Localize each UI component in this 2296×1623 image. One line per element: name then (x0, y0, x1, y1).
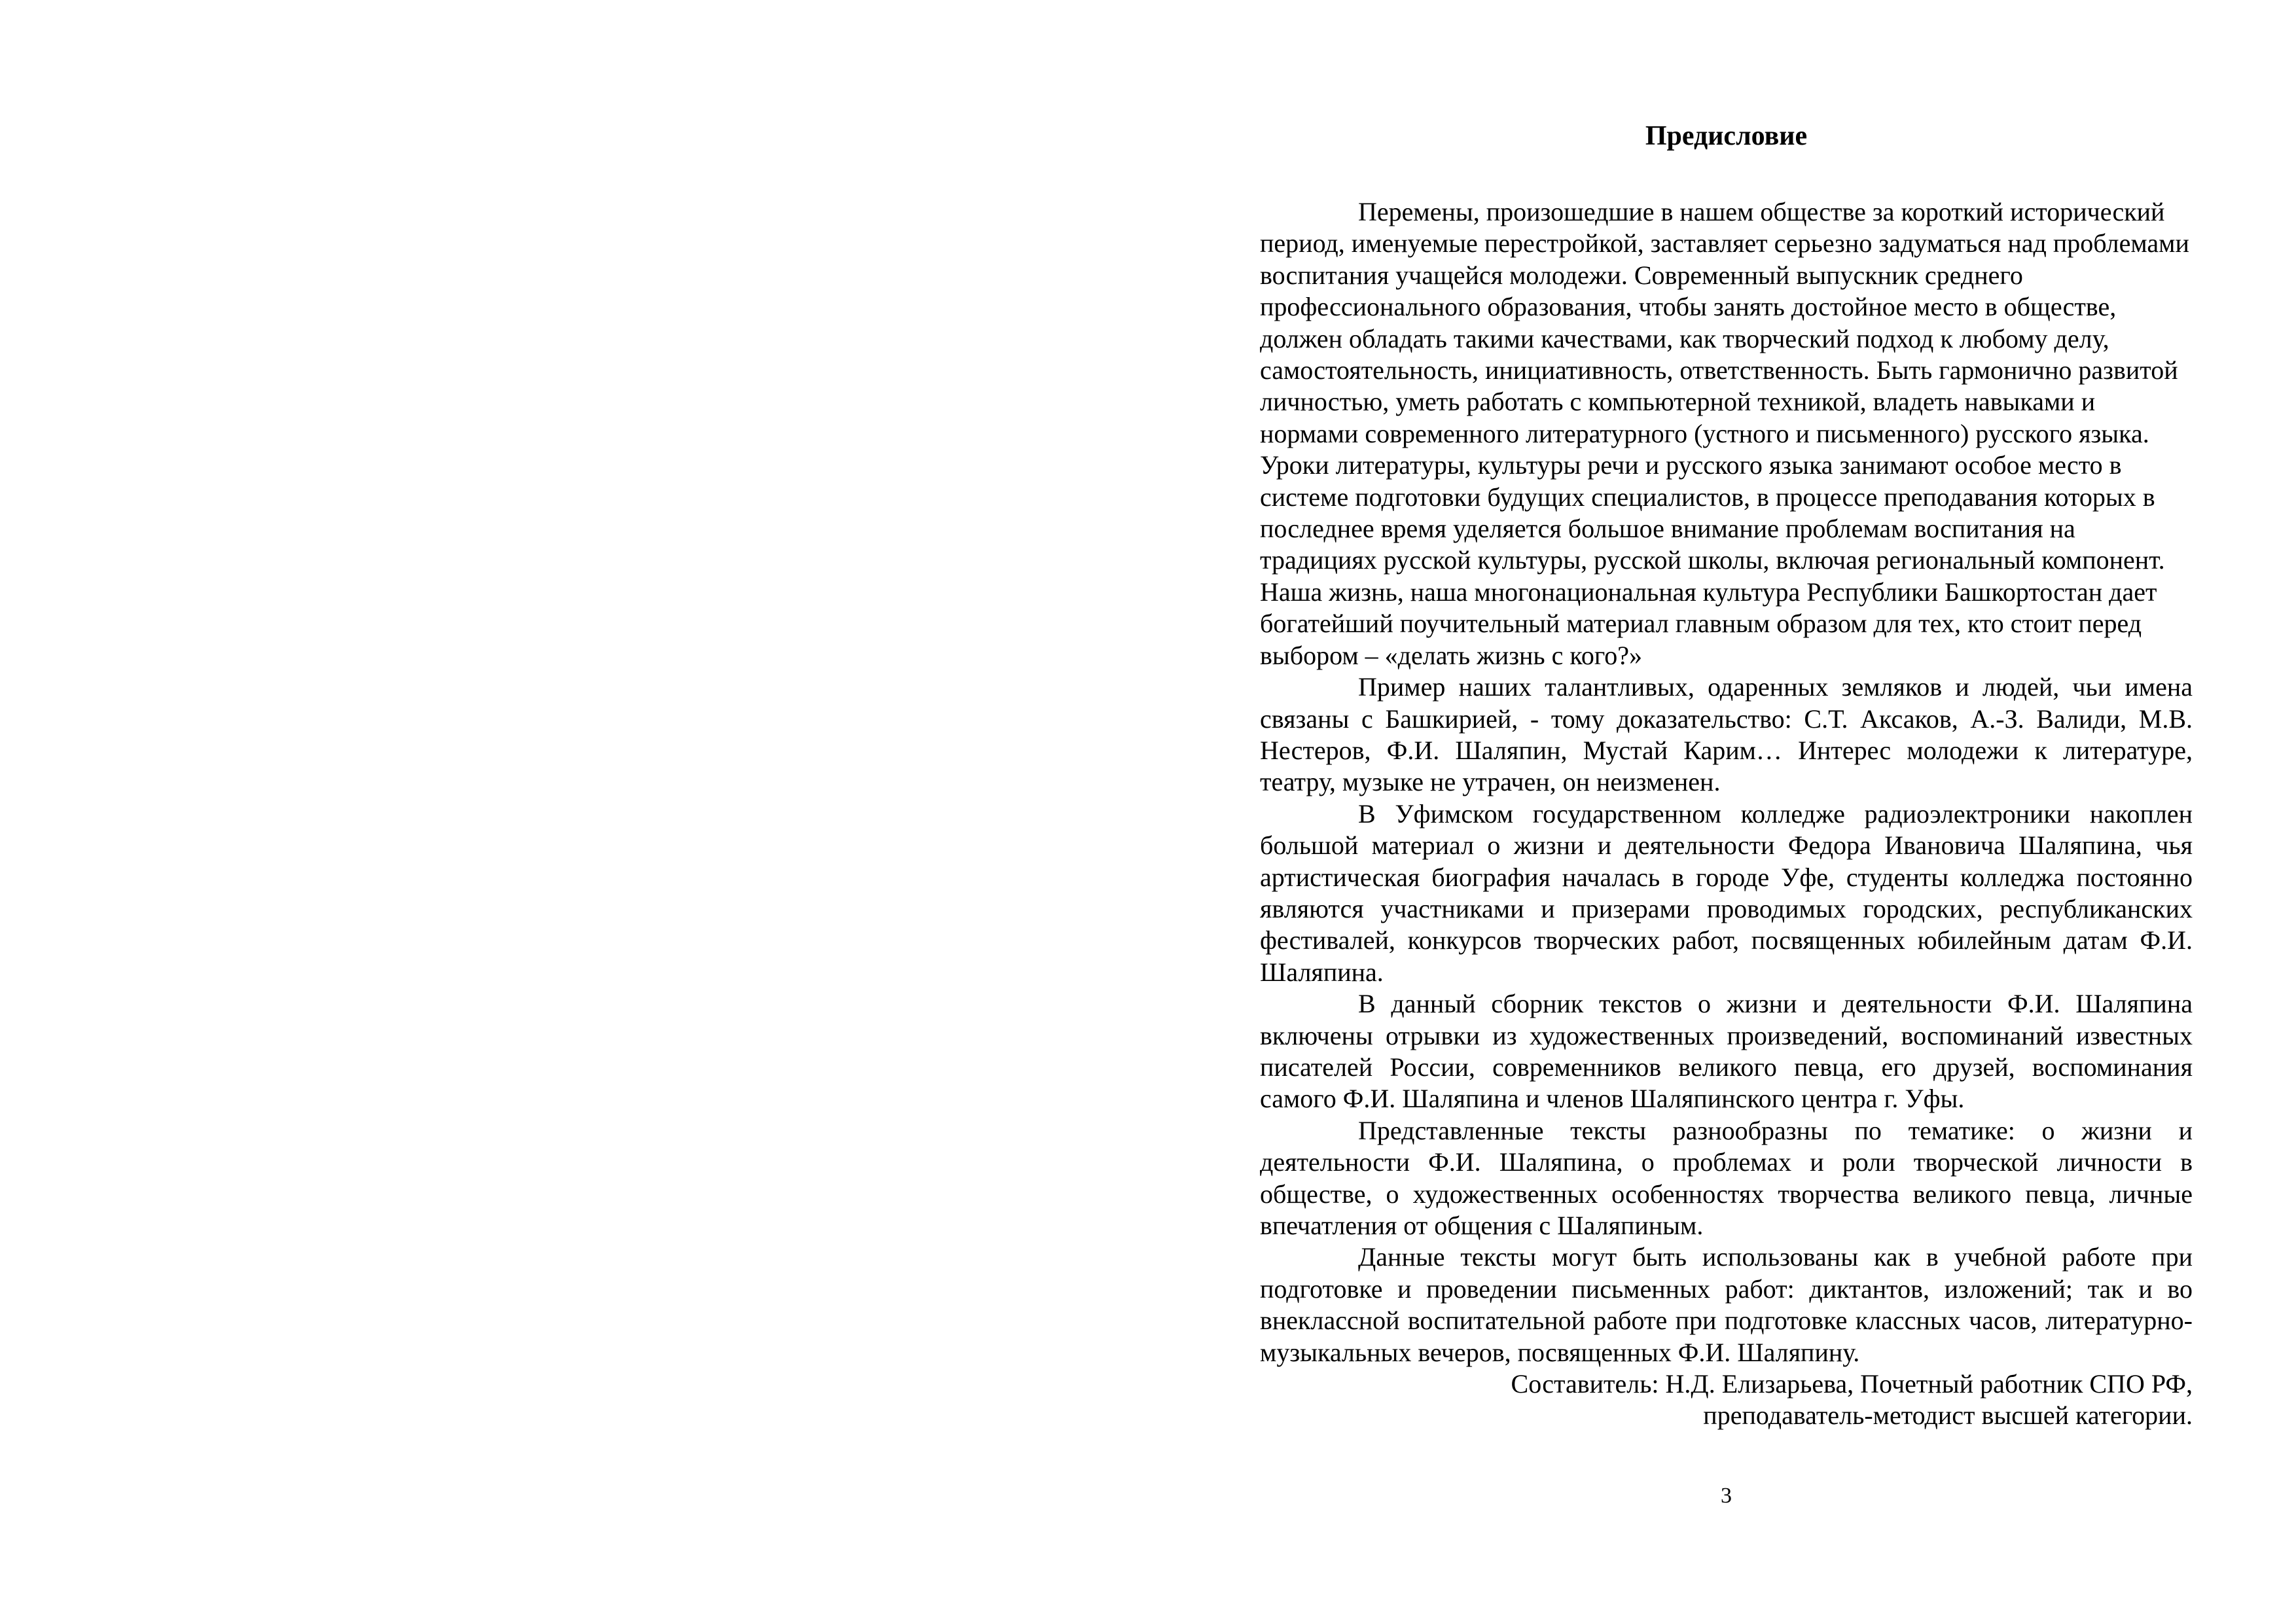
preface-page (1260, 0, 2193, 1623)
paragraph-6: Данные тексты могут быть использованы как в учебной работе при подготовке и проведении письменных работ: диктантов, изложений; так и во внеклассной воспитательной работе при подготовке классных часов, литературно-музыкальных вечеров, посвященных Ф.И. Шаляпину. (1260, 1242, 2193, 1367)
signature-line-2: преподаватель-методист высшей категории. (1703, 1400, 2193, 1431)
paragraph-4: В данный сборник текстов о жизни и деятельности Ф.И. Шаляпина включены отрывки из художественных произведений, воспоминаний известных писателей России, современников великого певца, его друзей, воспоминания самого Ф.И. Шаляпина и членов Шаляпинского центра г. Уфы. (1260, 989, 2193, 1114)
paragraph-5: Представленные тексты разнообразны по тематике: о жизни и деятельности Ф.И. Шаляпина, о проблемах и роли творческой личности в обществе, о художественных особенностях творчества великого певца, личные впечатления от общения с Шаляпиным. (1260, 1115, 2193, 1240)
page-title: Предисловие (1645, 121, 1808, 151)
signature-line-1: Составитель: Н.Д. Елизарьева, Почетный работник СПО РФ, (1511, 1369, 2193, 1399)
preface-body (1260, 196, 2193, 1432)
page-number: 3 (1721, 1484, 1732, 1508)
paragraph-2: Пример наших талантливых, одаренных земляков и людей, чьи имена связаны с Башкирией, - тому доказательство: С.Т. Аксаков, А.-З. Валиди, М.В. Нестеров, Ф.И. Шаляпин, Мустай Карим… Интерес молодежи к литературе, театру, музыке не утрачен, он неизменен. (1260, 672, 2193, 797)
paragraph-1: Перемены, произошедшие в нашем обществе за короткий исторический период, именуемые перестройкой, заставляет серьезно задуматься над проблемами воспитания учащейся молодежи. Современный выпускник среднего профессионального образования, чтобы занять достойное место в обществе, должен обладать такими качествами, как творческий подход к любому делу, самостоятельность, инициативность, ответственность. Быть гармонично развитой личностью, уметь работать с компьютерной техникой, владеть навыками и нормами современного литературного (устного и письменного) русского языка. Уроки литературы, культуры речи и русского языка занимают особое место в системе подготовки будущих специалистов, в процессе преподавания которых в последнее время уделяется большое внимание проблемам воспитания на традициях русской культуры, русской школы, включая региональный компонент. Наша жизнь, наша многонациональная культура Республики Башкортостан дает богатейший поучительный материал главным образом для тех, кто стоит перед выбором – «делать жизнь с кого?» (1260, 197, 2189, 670)
paragraph-3: В Уфимском государственном колледже радиоэлектроники накоплен большой материал о жизни и деятельности Федора Ивановича Шаляпина, чья артистическая биография началась в городе Уфе, студенты колледжа постоянно являются участниками и призерами проводимых городских, республиканских фестивалей, конкурсов творческих работ, посвященных юбилейным датам Ф.И. Шаляпина. (1260, 798, 2193, 987)
